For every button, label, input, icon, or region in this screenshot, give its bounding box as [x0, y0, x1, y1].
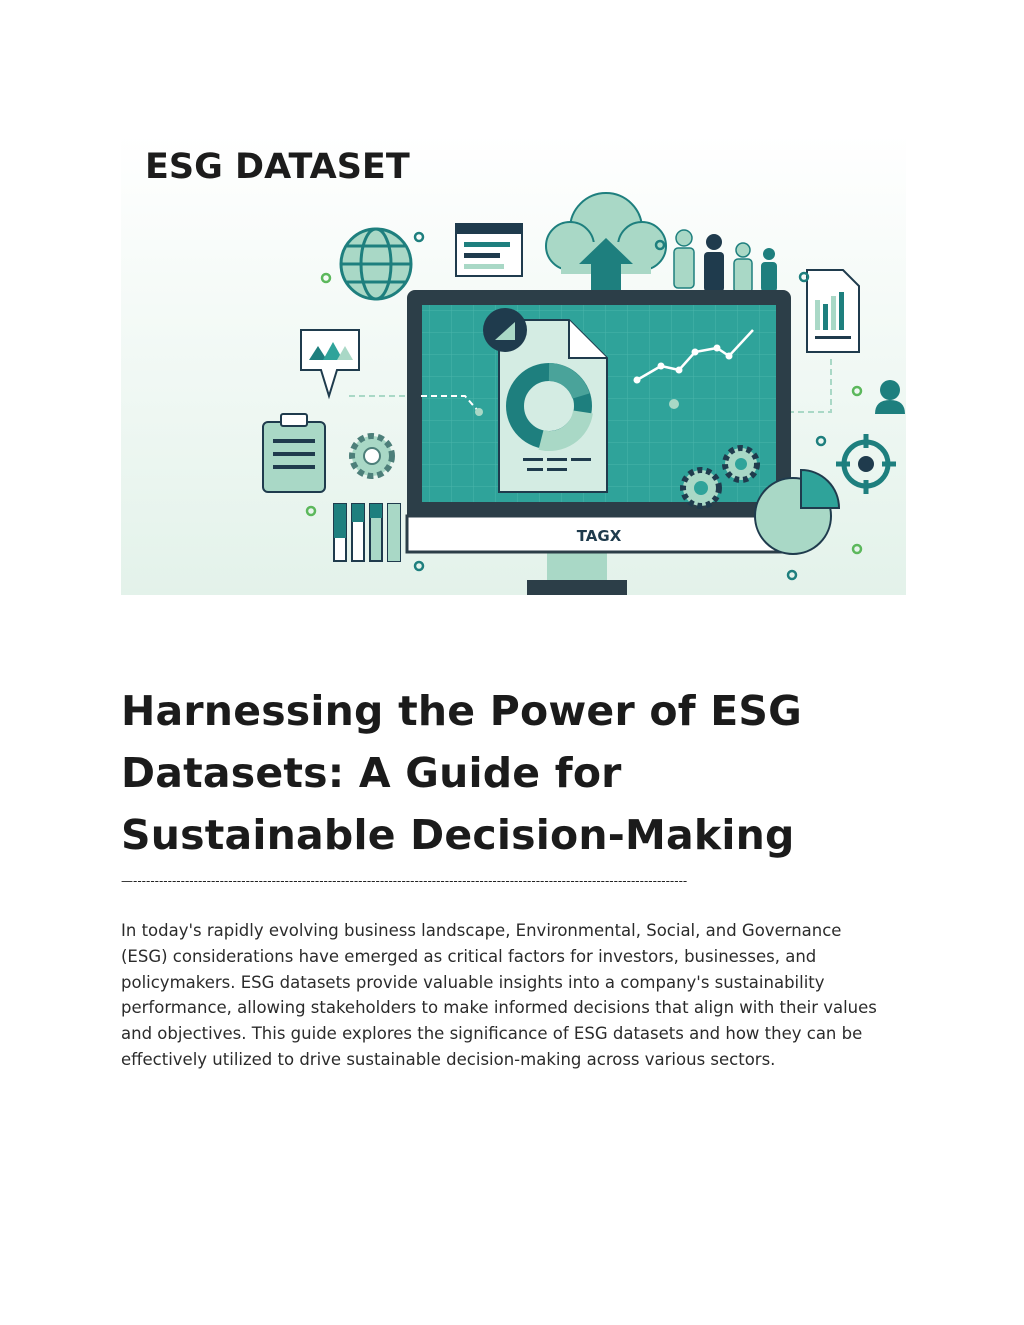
clipboard-icon [263, 414, 325, 492]
separator-line: —-------------------------------------------------------------------------------------------------------------------------------- [121, 874, 688, 888]
hero-illustration [121, 134, 906, 595]
intro-paragraph: In today's rapidly evolving business landscape, Environmental, Social, and Governance (ESG) considerations have emerged as critical factors for investors, businesses, and policymakers. ESG datasets provide valuable insights into a company's sustainability performance, allowing stakeholders to make informed decisions that align with their values and objectives. This guide explores the significance of ESG datasets and how they can be effectively utilized to drive sustainable decision-making across various sectors. [121, 921, 877, 1069]
article-title: Harnessing the Power of ESG Datasets: A Guide for Sustainable Decision-Making [121, 687, 802, 859]
report-document-icon [807, 270, 859, 352]
web-window-icon [456, 224, 522, 276]
chart-badge-icon [483, 308, 527, 352]
gear-icon [352, 436, 392, 476]
globe-icon [341, 229, 411, 299]
banner-title: ESG DATASET [145, 147, 410, 187]
monitor-brand-label: TAGX [576, 527, 622, 545]
